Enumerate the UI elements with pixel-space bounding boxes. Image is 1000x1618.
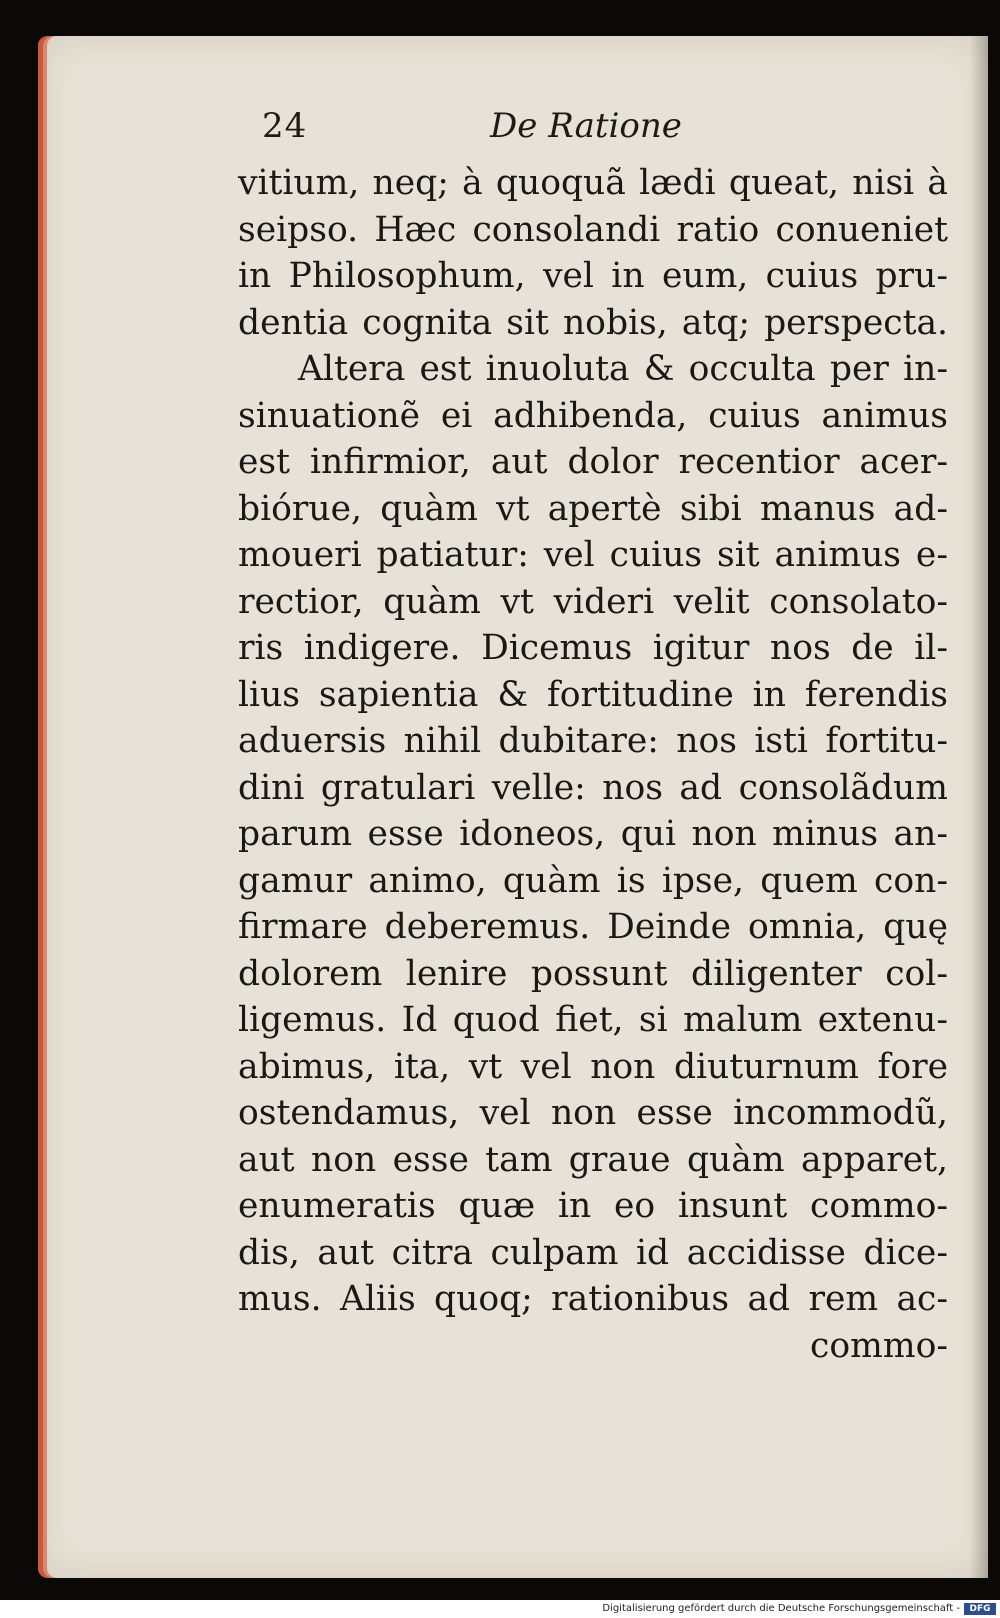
text-line: ris indigere. Dicemus igitur nos de il- [238,628,948,668]
running-title: De Ratione [490,106,682,146]
funding-credit: Digitalisierung gefördert durch die Deutsche Forschungsgemeinschaft - [602,1603,960,1614]
dfg-logo: DFG [964,1603,996,1615]
page-body [238,160,948,1369]
text-line: Altera est inuoluta & occulta per in- [298,349,948,389]
text-line: in Philosophum, vel in eum, cuius pru- [238,256,948,296]
text-line: gamur animo, quàm is ipse, quem con- [238,860,948,901]
text-line: vitium, neq; à quoquã lædi queat, nisi à [238,163,948,203]
text-line: biórue, quàm vt apertè sibi manus ad- [238,488,948,529]
text-line: parum esse idoneos, qui non minus an- [238,814,948,854]
text-line: firmare deberemus. Deinde omnia, quę [238,907,948,947]
text-line: sinuationẽ ei adhibenda, cuius animus [238,395,948,436]
catchword: commo- [810,1325,948,1366]
text-line: abimus, ita, vt vel non diuturnum fore [238,1046,948,1087]
text-line: moueri patiatur: vel cuius sit animus e- [238,535,948,575]
text-line: enumeratis quæ in eo insunt commo- [238,1186,948,1226]
text-line: mus. Aliis quoq; rationibus ad rem ac- [238,1279,948,1319]
text-line: ostendamus, vel non esse incommodũ, [238,1093,948,1133]
text-line: lius sapientia & fortitudine in ferendis [238,674,948,715]
page-number: 24 [262,106,308,146]
text-line: dini gratulari velle: nos ad consolãdum [238,767,948,808]
text-line: rectior, quàm vt videri velit consolato- [238,581,948,622]
text-line: aut non esse tam graue quàm apparet, [238,1139,948,1180]
text-line: dentia cognita sit nobis, atq; perspecta. [238,302,948,343]
text-line: seipso. Hæc consolandi ratio conueniet [238,209,948,250]
digitization-footer [0,1600,1000,1618]
text-line: dolorem lenire possunt diligenter col- [238,953,948,994]
book-page [38,36,988,1578]
text-line: est infirmior, aut dolor recentior acer- [238,442,948,482]
text-line: dis, aut citra culpam id accidisse dice- [238,1232,948,1273]
text-line: aduersis nihil dubitare: nos isti fortitu- [238,721,948,761]
text-line: ligemus. Id quod fiet, si malum extenu- [238,1000,948,1040]
running-head [38,106,988,156]
